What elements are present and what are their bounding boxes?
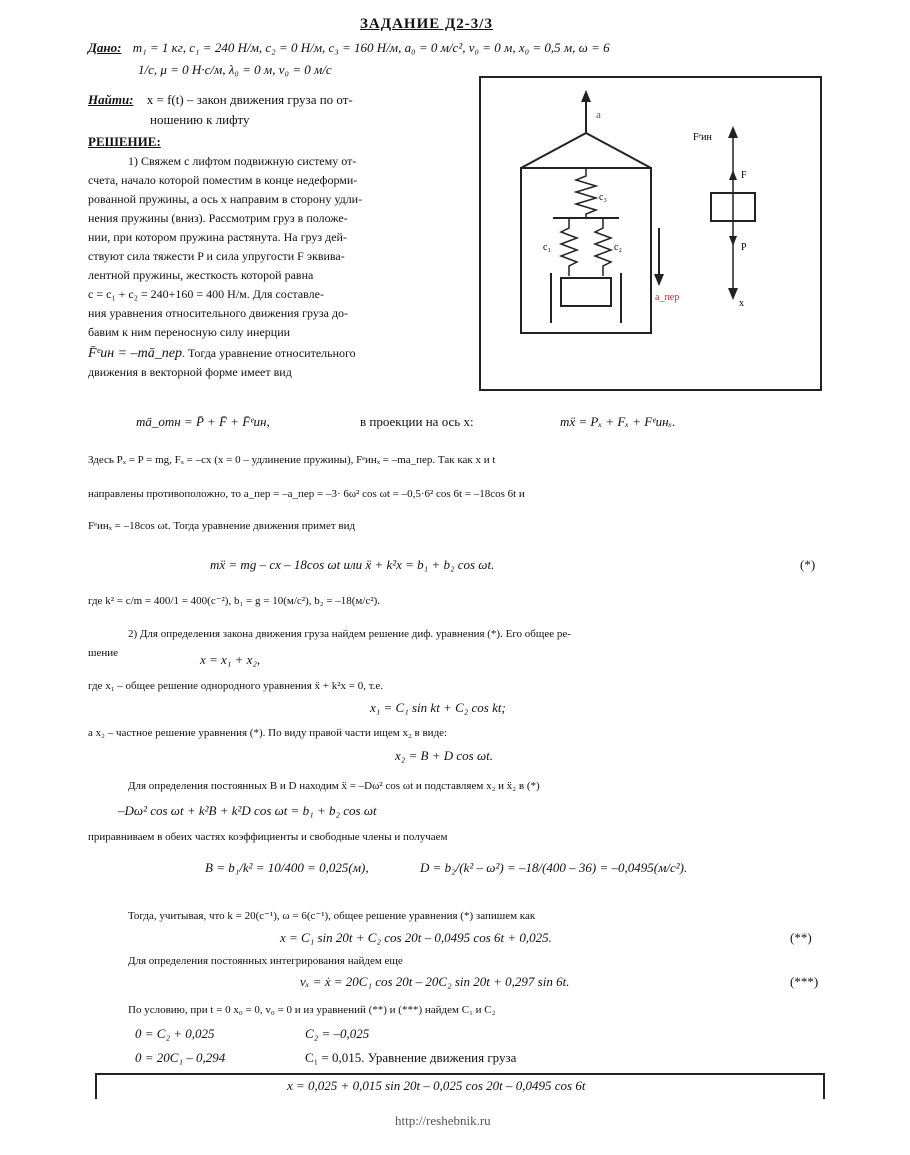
eq-substitution: –Dω² cos ωt + k²B + k²D cos ωt = b₁ + b₂ cos ωt	[118, 803, 377, 818]
text-x2: а x₂ – частное решение уравнения (*). По виду правой части ищем x₂ в виде:	[88, 727, 448, 739]
text-constants: Для определения постоянных B и D находим ẍ = –Dω² cos ωt и подставляем x₂ и ẍ₂ в (*)	[128, 780, 540, 792]
eq-vector: mā_отн = P̄ + F̄ + F̄ᵉин,	[136, 414, 270, 429]
para-line: бавим к ним переносную силу инерции	[88, 325, 291, 339]
acceleration-arrow-icon	[581, 90, 591, 102]
f-arrow-icon	[729, 170, 737, 180]
eq-B: B = b₁/k² = 10/400 = 0,025(м),	[205, 860, 369, 875]
eq-x1: x₁ = C₁ sin kt + C₂ cos kt;	[370, 700, 506, 715]
para-line: . Тогда уравнение относительного	[181, 346, 356, 360]
mechanism-diagram	[479, 76, 822, 391]
text-initial: По условию, при t = 0 x₀ = 0, v₀ = 0 и из уравнений (**) и (***) найдем C₁ и C₂	[128, 1004, 496, 1016]
eq-general-solution: x = C₁ sin 20t + C₂ cos 20t – 0,0495 cos 6t + 0,025.	[280, 930, 552, 945]
answer-equation: x = 0,025 + 0,015 sin 20t – 0,025 cos 20t – 0,0495 cos 6t	[287, 1078, 586, 1093]
eq-proj: mẍ = Pₓ + Fₓ + Fᵉинₓ.	[560, 414, 676, 429]
text-then: Тогда, учитывая, что k = 20(с⁻¹), ω = 6(с⁻¹), общее решение уравнения (*) запишем как	[128, 910, 536, 922]
label-f: F	[741, 170, 747, 181]
para-line: нения пружины (вниз). Рассмотрим груз в положе-	[88, 211, 348, 225]
find-block	[88, 92, 353, 108]
given-block	[88, 40, 610, 56]
page-title: ЗАДАНИЕ Д2-3/3	[360, 16, 493, 32]
eq-general-form: x = x₁ + x₂,	[200, 652, 261, 667]
spring-c2	[595, 218, 611, 276]
text-fin: Fᵉинₓ = –18cos ωt. Тогда уравнение движения примет вид	[88, 520, 356, 532]
init-row1-a: 0 = C₂ + 0,025	[135, 1026, 215, 1041]
label-p: P	[741, 242, 747, 253]
init-row2-a: 0 = 20C₁ – 0,294	[135, 1050, 226, 1065]
eq-motion: mẍ = mg – cx – 18cos ωt или ẍ + k²x = b₁ + b₂ cos ωt.	[210, 557, 495, 572]
spring-c3	[576, 168, 596, 218]
eq-velocity: vₓ = ẋ = 20C₁ cos 20t – 20C₂ sin 20t + 0,297 sin 6t.	[300, 974, 570, 989]
label-c1: c₁	[543, 242, 551, 253]
load-block	[561, 278, 611, 306]
solution-label: РЕШЕНИЕ:	[88, 134, 161, 149]
answer-box	[95, 1073, 825, 1099]
label-c3: c₃	[599, 192, 607, 203]
eq-x2: x₂ = B + D cos ωt.	[395, 748, 494, 763]
aper-arrow-icon	[654, 274, 664, 286]
text-equate: приравниваем в обеих частях коэффициенты и свободные члены и получаем	[88, 831, 448, 843]
label-x: x	[739, 298, 744, 309]
eq-vector-proj-label: в проекции на ось x:	[360, 414, 474, 429]
eq-motion-number: (*)	[800, 557, 816, 572]
footer-url[interactable]: http://reshebnik.ru	[395, 1113, 491, 1128]
para-line: c = c₁ + c₂ = 240+160 = 400 Н/м. Для составле-	[88, 287, 324, 301]
find-line-1: x = f(t) – закон движения груза по от-	[146, 92, 353, 107]
find-line-2: ношению к лифту	[150, 112, 250, 127]
given-label: Дано:	[88, 40, 122, 55]
spring-c1	[561, 218, 577, 276]
p-arrow-icon	[729, 236, 737, 246]
para-line: лентной пружины, жесткость которой равна	[88, 268, 314, 282]
text-velocity: Для определения постоянных интегрирования найдем еще	[128, 955, 403, 967]
given-line-2: 1/с, μ = 0 Н·с/м, λ₀ = 0 м, v₀ = 0 м/с	[138, 62, 332, 77]
para-line: 1) Свяжем с лифтом подвижную систему от-	[128, 154, 357, 168]
init-row1-b: C₂ = –0,025	[305, 1026, 370, 1041]
para-line: счета, начало которой поместим в конце недеформи-	[88, 173, 358, 187]
text-p2-line1: 2) Для определения закона движения груза найдем решение диф. уравнения (*). Его общее ре-	[128, 628, 571, 640]
para-line: движения в векторной форме имеет вид	[88, 365, 292, 379]
eq-general-number: (**)	[790, 930, 812, 945]
text-p2-line2: шение	[88, 647, 119, 659]
label-aper: a_пер	[655, 292, 680, 303]
given-line-1: m₁ = 1 кг, c₁ = 240 Н/м, c₂ = 0 Н/м, c₃ = 160 Н/м, a₀ = 0 м/с², v₀ = 0 м, x₀ = 0,5 м, ω = 6	[132, 40, 610, 55]
para-line: ствуют сила тяжести P и сила упругости F эквива-	[88, 249, 345, 263]
cabin-body	[521, 168, 651, 333]
inertia-formula: F̄ᵉин = –mā_пер	[88, 346, 182, 361]
solution-paragraph-1	[88, 152, 466, 382]
eq-D: D = b₂/(k² – ω²) = –18/(400 – 36) = –0,0495(м/с²).	[420, 860, 688, 875]
text-where: Здесь Pₓ = P = mg, Fₓ = –cx (x = 0 – удлинение пружины), Fᵉинₓ = –ma_пер. Так как x и t	[88, 454, 496, 466]
text-directions: направлены противоположно, то a_пер = –a_пер = –3· 6ω² cos ωt = –0,5·6² cos 6t = –18cos 6t и	[88, 488, 525, 500]
diagram-svg	[481, 78, 820, 389]
label-fin: Fᵉин	[693, 132, 712, 143]
text-k: где k² = c/m = 400/1 = 400(с⁻²), b₁ = g = 10(м/с²), b₂ = –18(м/с²).	[88, 595, 381, 607]
label-c2: c₂	[614, 242, 622, 253]
find-label: Найти:	[88, 92, 134, 107]
para-line: рованной пружины, а ось x направим в сторону удли-	[88, 192, 363, 206]
para-line: нии, при котором пружина растянута. На груз дей-	[88, 230, 347, 244]
para-line: ния уравнения относительного движения груза до-	[88, 306, 349, 320]
eq-velocity-number: (***)	[790, 974, 819, 989]
x-axis-arrow-icon	[728, 288, 738, 300]
init-row2-b: C₁ = 0,015. Уравнение движения груза	[305, 1050, 517, 1065]
fin-arrow-icon	[728, 126, 738, 138]
label-a: a	[596, 109, 601, 121]
cabin-roof	[521, 133, 651, 168]
text-x1: где x₁ – общее решение однородного уравнения ẍ + k²x = 0, т.е.	[88, 680, 384, 692]
